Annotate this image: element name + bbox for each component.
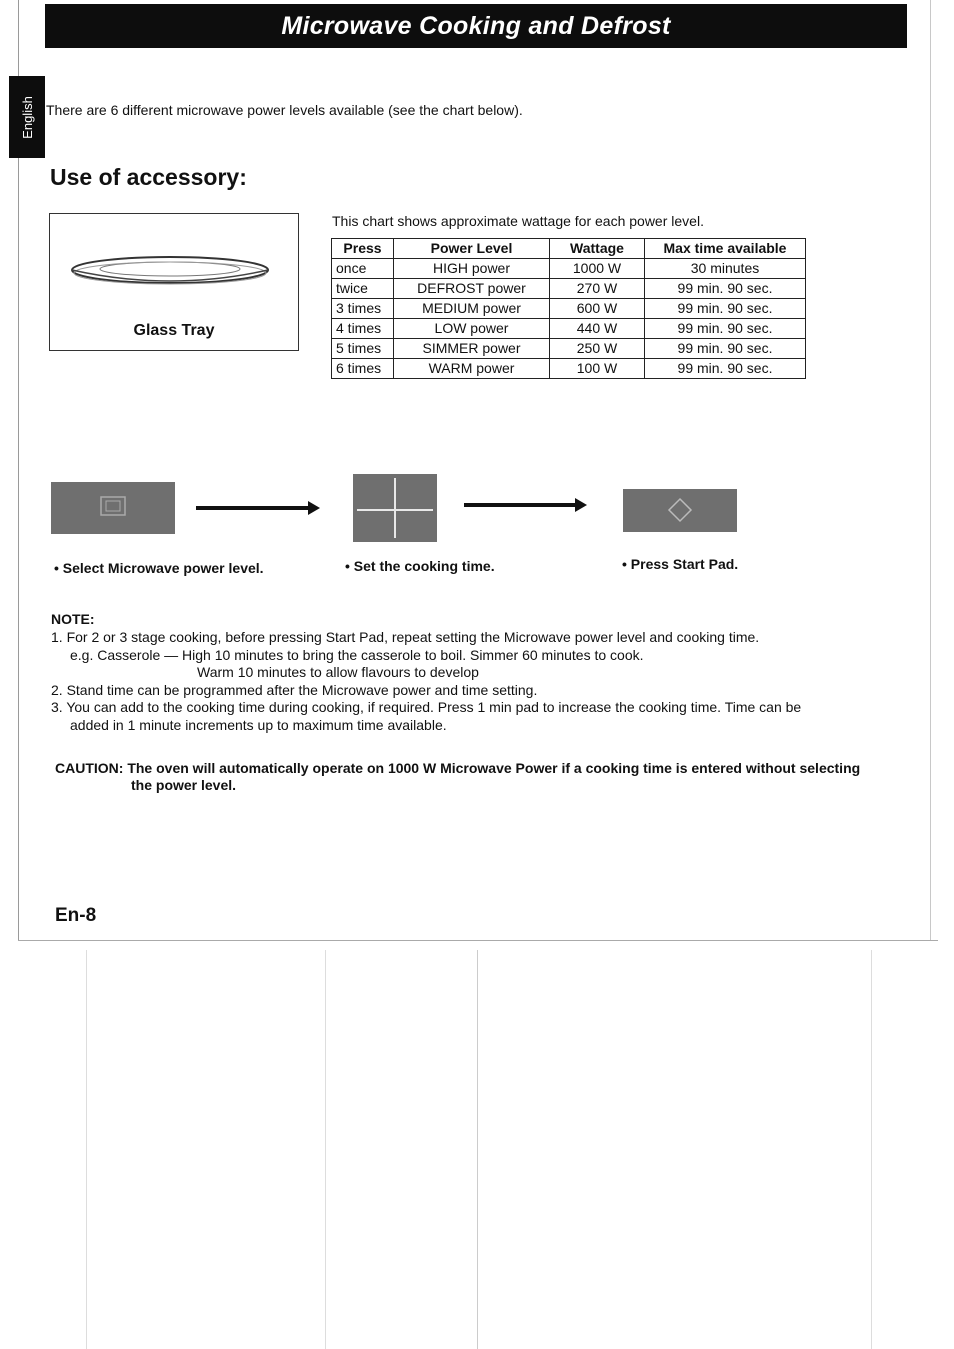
caution-text-cont: the power level. xyxy=(131,777,237,793)
caution-block xyxy=(55,760,905,794)
note-item-1-example-cont: Warm 10 minutes to allow flavours to develop xyxy=(197,664,479,680)
cell-wattage: 250 W xyxy=(550,339,645,359)
language-label: English xyxy=(19,95,35,139)
scan-frame-bottom xyxy=(18,940,938,941)
power-level-table xyxy=(331,238,806,379)
cell-max-time: 99 min. 90 sec. xyxy=(645,359,806,379)
cell-wattage: 1000 W xyxy=(550,259,645,279)
cell-wattage: 600 W xyxy=(550,299,645,319)
glass-tray-icon xyxy=(50,214,298,314)
header-press: Press xyxy=(332,239,394,259)
note-item-3-cont: added in 1 minute increments up to maximum time available. xyxy=(70,717,447,733)
time-set-icon xyxy=(353,474,437,542)
cell-max-time: 99 min. 90 sec. xyxy=(645,339,806,359)
note-item-1: 1. For 2 or 3 stage cooking, before pressing Start Pad, repeat setting the Microwave power level and cooking time. xyxy=(51,629,760,645)
caution-label: CAUTION: xyxy=(55,760,124,776)
table-row xyxy=(332,319,806,339)
cell-wattage: 100 W xyxy=(550,359,645,379)
caution-text: The oven will automatically operate on 1000 W Microwave Power if a cooking time is entered without selecting xyxy=(127,760,861,776)
header-power-level: Power Level xyxy=(394,239,550,259)
header-max-time: Max time available xyxy=(645,239,806,259)
cell-press: twice xyxy=(332,279,394,299)
step-select-power: • Select Microwave power level. xyxy=(54,560,264,576)
scan-frame-lower-d xyxy=(871,950,872,1349)
start-diamond-icon xyxy=(623,489,737,532)
cell-power-level: SIMMER power xyxy=(394,339,550,359)
step-set-time: • Set the cooking time. xyxy=(345,558,495,574)
cell-max-time: 99 min. 90 sec. xyxy=(645,299,806,319)
page-title: Microwave Cooking and Defrost xyxy=(281,11,671,40)
start-pad-image xyxy=(623,489,737,532)
scan-frame-right xyxy=(930,0,931,940)
cell-press: 5 times xyxy=(332,339,394,359)
header-wattage: Wattage xyxy=(550,239,645,259)
table-row xyxy=(332,339,806,359)
section-title: Use of accessory: xyxy=(50,164,247,190)
glass-tray-figure xyxy=(49,213,299,351)
power-level-pad-image xyxy=(51,482,175,534)
glass-tray-label: Glass Tray xyxy=(133,322,215,339)
note-item-3: 3. You can add to the cooking time during cooking, if required. Press 1 min pad to increase the cooking time. Time can be xyxy=(51,699,802,715)
step-press-start: • Press Start Pad. xyxy=(622,556,739,572)
cell-press: 6 times xyxy=(332,359,394,379)
table-row xyxy=(332,259,806,279)
table-row xyxy=(332,299,806,319)
arrow-icon xyxy=(196,506,310,510)
microwave-power-icon xyxy=(51,482,175,534)
scan-frame-lower-c xyxy=(477,950,478,1349)
cell-wattage: 440 W xyxy=(550,319,645,339)
scan-frame-lower-a xyxy=(86,950,87,1349)
cell-press: once xyxy=(332,259,394,279)
cell-max-time: 30 minutes xyxy=(645,259,806,279)
cell-power-level: WARM power xyxy=(394,359,550,379)
arrow-icon xyxy=(464,503,577,507)
cell-power-level: DEFROST power xyxy=(394,279,550,299)
cell-press: 4 times xyxy=(332,319,394,339)
note-title: NOTE: xyxy=(51,611,95,627)
table-row xyxy=(332,279,806,299)
note-item-1-example: e.g. Casserole — High 10 minutes to bring the casserole to boil. Simmer 60 minutes to cook. xyxy=(70,647,644,663)
cell-max-time: 99 min. 90 sec. xyxy=(645,279,806,299)
page-number: En-8 xyxy=(55,905,97,926)
table-row xyxy=(332,359,806,379)
note-item-2: 2. Stand time can be programmed after the Microwave power and time setting. xyxy=(51,682,538,698)
title-bar xyxy=(45,4,907,48)
cell-press: 3 times xyxy=(332,299,394,319)
time-dial-pad-image xyxy=(353,474,437,542)
language-tab xyxy=(9,76,45,158)
table-header-row xyxy=(332,239,806,259)
intro-text: There are 6 different microwave power levels available (see the chart below). xyxy=(46,102,523,118)
chart-caption: This chart shows approximate wattage for each power level. xyxy=(332,213,704,229)
cell-power-level: MEDIUM power xyxy=(394,299,550,319)
cell-power-level: HIGH power xyxy=(394,259,550,279)
cell-max-time: 99 min. 90 sec. xyxy=(645,319,806,339)
cell-wattage: 270 W xyxy=(550,279,645,299)
cell-power-level: LOW power xyxy=(394,319,550,339)
scan-frame-lower-b xyxy=(325,950,326,1349)
